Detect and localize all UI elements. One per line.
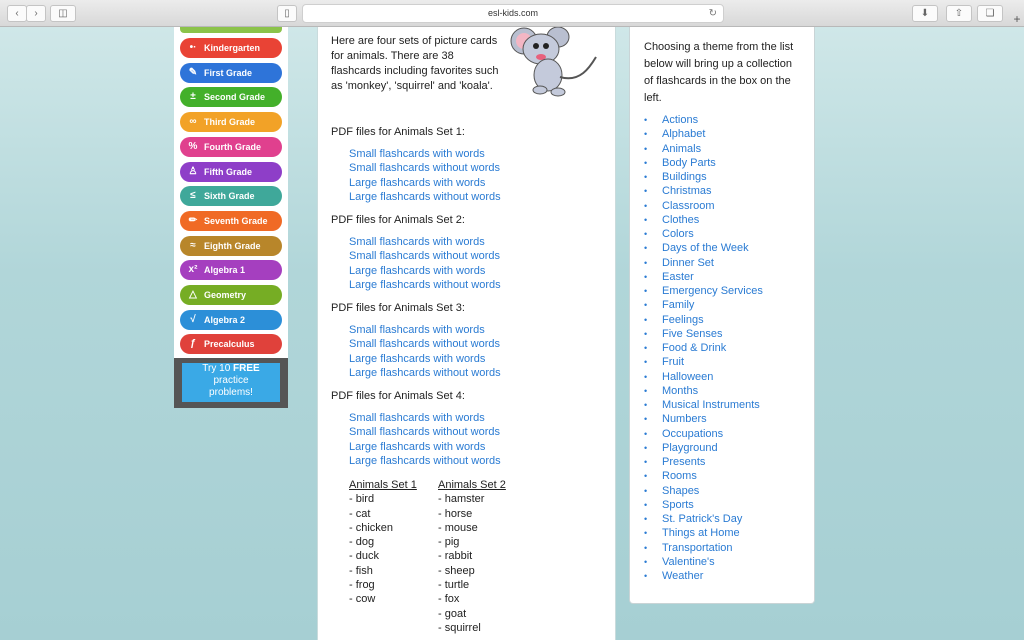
theme-item: [644, 184, 763, 198]
theme-item: [644, 555, 763, 569]
theme-item: [644, 526, 763, 540]
pencil-cup-icon: ✎: [188, 66, 198, 78]
themes-intro: Choosing a theme from the list below will bring up a collection of flashcards in the box on the left.: [644, 41, 794, 104]
theme-link[interactable]: Presents: [662, 456, 706, 468]
pdf-link[interactable]: Small flashcards without words: [349, 162, 501, 175]
theme-link[interactable]: Colors: [662, 228, 694, 240]
bullet-icon: •: [644, 499, 648, 510]
animal-list-item: - goat: [438, 607, 467, 620]
animal-list-item: - dog: [349, 536, 375, 549]
theme-item: [644, 541, 763, 555]
bullet-icon: •: [644, 229, 648, 239]
set-heading: PDF files for Animals Set 2:: [331, 214, 465, 226]
bullet-icon: •: [644, 556, 648, 567]
promo-free: FREE: [233, 363, 260, 374]
grade-button-0[interactable]: [180, 38, 282, 58]
theme-link[interactable]: Food & Drink: [662, 342, 727, 354]
grade-button-2[interactable]: [180, 87, 282, 107]
animal-list-item: - squirrel: [438, 621, 481, 634]
set-heading: PDF files for Animals Set 1:: [331, 126, 465, 138]
theme-link[interactable]: Shapes: [662, 484, 700, 497]
pdf-link[interactable]: Large flashcards with words: [349, 352, 486, 365]
theme-link[interactable]: Days of the Week: [662, 242, 749, 255]
theme-item: [644, 270, 763, 284]
animal-list-title: Animals Set 2: [438, 479, 506, 491]
bullet-icon: •: [644, 172, 648, 182]
theme-item: [644, 199, 763, 213]
theme-link[interactable]: Things at Home: [662, 527, 740, 540]
math-practice-sidebar: [174, 27, 288, 408]
pencil-icon: ✏: [188, 214, 198, 226]
theme-link[interactable]: Months: [662, 384, 699, 397]
percent-icon: %: [188, 140, 198, 152]
grade-button-label: Precalculus: [204, 339, 255, 350]
theme-link[interactable]: Family: [662, 299, 695, 312]
bullet-icon: •: [644, 186, 648, 197]
bullet-icon: •: [644, 328, 648, 339]
promo-line3: problems!: [209, 387, 253, 398]
theme-link[interactable]: Numbers: [662, 413, 707, 426]
animal-list-item: - chicken: [349, 521, 394, 534]
theme-link[interactable]: Body Parts: [662, 156, 716, 169]
animal-list-item: - sheep: [438, 564, 475, 577]
theme-link[interactable]: Buildings: [662, 171, 707, 183]
theme-item: [644, 384, 763, 398]
pdf-link[interactable]: Small flashcards without words: [349, 250, 501, 263]
animal-list-item: - rabbit: [438, 550, 473, 563]
animal-list-2: [438, 478, 506, 635]
set-heading: PDF files for Animals Set 3:: [331, 302, 465, 314]
grade-button-3[interactable]: [180, 112, 282, 132]
bullet-icon: •: [644, 571, 648, 581]
animal-list-item: - fish: [349, 564, 373, 577]
bullet-icon: •: [644, 343, 648, 353]
bullet-icon: •: [644, 257, 648, 268]
bullet-icon: •: [644, 371, 648, 382]
bullet-icon: •: [644, 528, 648, 539]
theme-link[interactable]: Weather: [662, 570, 704, 582]
bullet-icon: •: [644, 200, 648, 211]
bullet-icon: •: [644, 485, 648, 496]
grade-button-11[interactable]: [180, 310, 282, 330]
theme-item: [644, 412, 763, 426]
theme-link[interactable]: Animals: [662, 142, 702, 155]
mouse-illustration: [510, 27, 602, 99]
theme-link[interactable]: Christmas: [662, 185, 712, 198]
pdf-link[interactable]: Large flashcards without words: [349, 366, 501, 379]
theme-item: [644, 127, 763, 141]
animal-list-item: - horse: [438, 507, 473, 520]
theme-item: [644, 398, 763, 412]
bullet-icon: •: [644, 300, 648, 311]
theme-item: [644, 341, 763, 355]
bullet-icon: •: [644, 385, 648, 396]
theme-link[interactable]: Transportation: [662, 541, 733, 554]
theme-link[interactable]: Playground: [662, 441, 718, 454]
theme-item: [644, 142, 763, 156]
theme-item: [644, 455, 763, 469]
animal-list-item: - bird: [349, 493, 375, 506]
bullet-icon: •: [644, 243, 648, 254]
theme-item: [644, 427, 763, 441]
animal-list-1: [349, 478, 417, 607]
approx-icon: ≈: [190, 239, 196, 251]
themes-panel: [629, 27, 815, 604]
grade-button-6[interactable]: [180, 186, 282, 206]
animal-list-item: - pig: [438, 536, 460, 549]
promo-button[interactable]: [182, 363, 280, 402]
bullet-icon: •: [644, 457, 648, 467]
function-icon: ƒ: [190, 338, 196, 350]
theme-item: [644, 469, 763, 483]
theme-link[interactable]: Alphabet: [662, 128, 706, 141]
theme-link[interactable]: Halloween: [662, 370, 714, 383]
theme-item: [644, 298, 763, 312]
theme-item: [644, 484, 763, 498]
grade-button-label: Kindergarten: [204, 43, 261, 53]
intro-text: Here are four sets of picture cards for animals. There are 38 flashcards including favorites such as 'monkey', 'squirrel' and 'koala'.: [331, 35, 499, 92]
reader-icon[interactable]: ▯: [277, 5, 297, 22]
theme-link[interactable]: Classroom: [662, 199, 715, 212]
sidebar-header: [180, 27, 282, 33]
animal-list-item: - duck: [349, 550, 379, 563]
bullet-icon: •: [644, 471, 648, 482]
page: [0, 27, 1024, 640]
grade-button-label: Fourth Grade: [204, 141, 262, 152]
url-text: esl-kids.com: [487, 8, 538, 18]
browser-toolbar: [0, 0, 1024, 27]
forward-button[interactable]: ›: [26, 5, 46, 22]
theme-link[interactable]: Musical Instruments: [662, 399, 760, 411]
grade-button-label: Seventh Grade: [204, 215, 268, 226]
grade-button-label: Second Grade: [204, 92, 266, 103]
theme-item: [644, 441, 763, 455]
pdf-link[interactable]: Large flashcards with words: [349, 440, 486, 453]
grade-button-label: Geometry: [204, 290, 247, 300]
grade-button-10[interactable]: [180, 285, 282, 305]
animal-list-item: - frog: [349, 579, 375, 592]
animal-list-item: - hamster: [438, 493, 485, 506]
theme-link[interactable]: Feelings: [662, 313, 704, 326]
animal-list-title: Animals Set 1: [349, 479, 417, 491]
theme-link[interactable]: Sports: [662, 498, 694, 511]
bullet-icon: •: [644, 414, 648, 425]
theme-item: [644, 256, 763, 270]
less-equal-icon: ≤: [190, 190, 196, 202]
pdf-link[interactable]: Large flashcards with words: [349, 176, 486, 189]
theme-item: [644, 569, 763, 583]
downloads-icon[interactable]: ⬇: [912, 5, 938, 22]
animal-list-item: - turtle: [438, 579, 470, 592]
bullet-icon: •: [644, 357, 648, 368]
theme-link[interactable]: Dinner Set: [662, 256, 714, 269]
pdf-link[interactable]: Large flashcards with words: [349, 264, 486, 277]
pdf-link[interactable]: Large flashcards without words: [349, 454, 501, 467]
theme-item: [644, 512, 763, 526]
apple-books-icon: ♙: [188, 165, 198, 177]
theme-item: [644, 327, 763, 341]
pdf-link[interactable]: Small flashcards with words: [349, 412, 485, 424]
grade-button-label: Third Grade: [204, 117, 256, 128]
bullet-icon: •: [644, 286, 648, 296]
bullet-icon: •: [644, 400, 648, 410]
grade-button-label: Sixth Grade: [204, 191, 255, 202]
set-heading: PDF files for Animals Set 4:: [331, 390, 465, 402]
grade-button-label: Algebra 1: [204, 265, 246, 276]
grade-button-8[interactable]: [180, 236, 282, 256]
pdf-link[interactable]: Small flashcards without words: [349, 338, 501, 351]
theme-link[interactable]: Clothes: [662, 213, 700, 226]
bullet-icon: •: [644, 157, 648, 168]
theme-link[interactable]: Five Senses: [662, 327, 723, 340]
theme-item: [644, 355, 763, 369]
main-content: [317, 27, 616, 640]
bullet-icon: •: [644, 129, 648, 140]
bullet-icon: •: [644, 115, 648, 125]
grade-button-12[interactable]: [180, 334, 282, 354]
plus-minus-icon: ±: [190, 91, 196, 103]
promo-line2: practice: [213, 375, 249, 386]
pdf-link[interactable]: Large flashcards without words: [349, 278, 501, 291]
infinity-icon: ∞: [189, 116, 197, 128]
theme-list: [644, 113, 763, 583]
dots-icon: •·: [189, 42, 197, 53]
pdf-link[interactable]: Small flashcards with words: [349, 148, 485, 160]
theme-item: [644, 170, 763, 184]
animal-list-item: - fox: [438, 593, 460, 606]
theme-item: [644, 113, 763, 127]
sidebar-toggle-icon[interactable]: ◫: [50, 5, 76, 22]
bullet-icon: •: [644, 442, 648, 453]
address-bar[interactable]: [302, 4, 724, 23]
bullet-icon: •: [644, 143, 648, 154]
grade-button-4[interactable]: [180, 137, 282, 157]
new-tab-icon[interactable]: +: [1013, 12, 1021, 26]
theme-item: [644, 284, 763, 298]
grade-button-label: Algebra 2: [204, 314, 246, 325]
theme-link[interactable]: Occupations: [662, 427, 724, 440]
theme-item: [644, 156, 763, 170]
theme-item: [644, 313, 763, 327]
pdf-link[interactable]: Small flashcards with words: [349, 236, 485, 248]
grade-button-5[interactable]: [180, 162, 282, 182]
theme-item: [644, 498, 763, 512]
theme-item: [644, 370, 763, 384]
promo-line1: Try 10: [202, 363, 234, 374]
grade-button-label: Eighth Grade: [204, 240, 261, 251]
grade-button-label: First Grade: [204, 67, 253, 78]
animal-list-item: - cow: [349, 593, 376, 606]
theme-link[interactable]: Fruit: [662, 356, 684, 369]
bullet-icon: •: [644, 514, 648, 524]
theme-link[interactable]: Easter: [662, 270, 694, 283]
reload-icon[interactable]: ↻: [708, 8, 717, 19]
animal-list-item: - mouse: [438, 521, 478, 534]
grade-button-9[interactable]: [180, 260, 282, 280]
theme-link[interactable]: Valentine's: [662, 555, 715, 568]
sqrt-icon: √: [190, 313, 196, 325]
theme-link[interactable]: St. Patrick's Day: [662, 513, 743, 525]
grade-button-label: Fifth Grade: [204, 166, 253, 177]
tabs-icon[interactable]: ❏: [977, 5, 1003, 22]
bullet-icon: •: [644, 314, 648, 325]
theme-link[interactable]: Emergency Services: [662, 285, 763, 297]
theme-item: [644, 227, 763, 241]
pdf-link[interactable]: Large flashcards without words: [349, 190, 501, 203]
pdf-link[interactable]: Small flashcards with words: [349, 324, 485, 336]
animal-list-item: - cat: [349, 507, 371, 520]
back-button[interactable]: ‹: [7, 5, 27, 22]
theme-link[interactable]: Actions: [662, 114, 699, 126]
pdf-link[interactable]: Small flashcards without words: [349, 426, 501, 439]
grade-button-7[interactable]: [180, 211, 282, 231]
bullet-icon: •: [644, 428, 648, 439]
x-squared-icon: x²: [188, 264, 198, 276]
triangle-icon: △: [189, 289, 197, 300]
bullet-icon: •: [644, 214, 648, 225]
bullet-icon: •: [644, 271, 648, 282]
bullet-icon: •: [644, 542, 648, 553]
theme-item: [644, 241, 763, 255]
share-icon[interactable]: ⇧: [946, 5, 972, 22]
grade-button-1[interactable]: [180, 63, 282, 83]
theme-link[interactable]: Rooms: [662, 470, 697, 483]
promo-banner: [174, 358, 288, 408]
theme-item: [644, 213, 763, 227]
